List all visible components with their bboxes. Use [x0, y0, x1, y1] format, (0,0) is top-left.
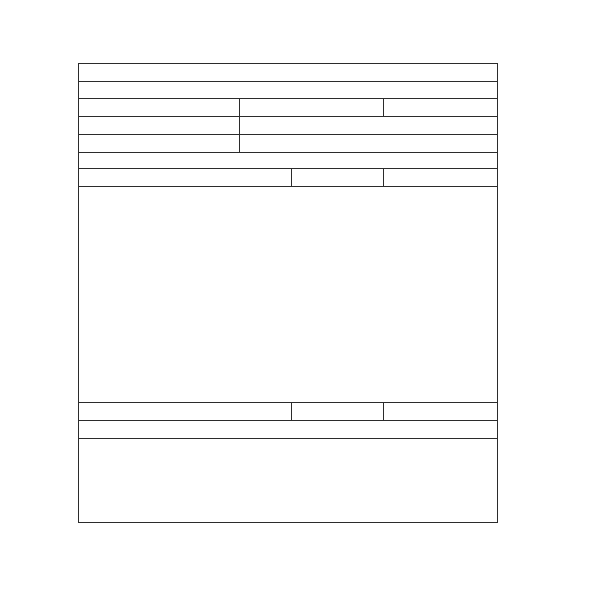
product-name: [79, 82, 497, 99]
net-weight-label: [79, 135, 239, 152]
label-title: [79, 64, 497, 82]
servings-label: [79, 117, 239, 134]
header-portion: [383, 169, 497, 186]
portion-label: [79, 99, 239, 116]
header-100g: [291, 169, 383, 186]
spacer-row-2: [79, 390, 497, 403]
net-weight-value: [239, 135, 497, 152]
portion-units: [383, 99, 497, 116]
extra-row: [79, 403, 497, 421]
servings-row: [79, 117, 497, 135]
nutrition-label: [78, 63, 498, 523]
portion-row: [79, 99, 497, 117]
extra-name: [79, 403, 291, 420]
extra-per100: [291, 403, 383, 420]
portion-value: [239, 99, 383, 116]
spacer-row: [79, 153, 497, 169]
header-nutrient: [79, 169, 291, 186]
servings-value: [239, 117, 497, 134]
extra-portion: [383, 403, 497, 420]
table-header: [79, 169, 497, 187]
ingredients-heading: [79, 421, 497, 439]
net-weight-row: [79, 135, 497, 153]
